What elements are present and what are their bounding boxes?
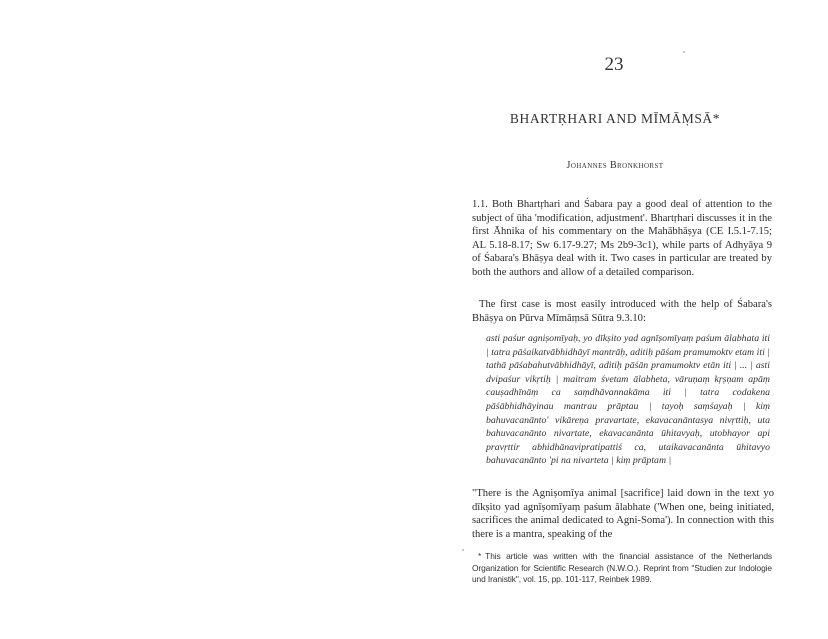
paragraph-first-case: The first case is most easily introduced with the help of Śabara's Bhāṣya on Pūrva Mīmāṃsā Sūtra 9.3.10: [472,299,772,324]
paragraph-intro: 1.1. Both Bhartṛhari and Śabara pay a good deal of attention to the subject of ūha 'modification, adjustment'. Bhartṛhari discusses it in the first Āhnika of his commentary on the Mahābhāṣya (CE I.5.1-7.15; AL 5.18-8.17; Sw 6.17-9.27; Ms 2b9-3c1), while parts of Adhyāya 9 of Śabara's Bhāṣya deal with it. Two cases in particular are treated by both the authors and allow of a detailed comparison. [472,199,772,278]
footnote-marker: * [478,551,482,561]
chapter-number: 23 [604,54,624,75]
chapter-title: BHARTṚHARI AND MĪMĀṂSĀ* [509,111,721,126]
paragraph-translation: "There is the Agniṣomīya animal [sacrifice] laid down in the text yo dīkṣito yad agnīṣomīyaṃ paśum ālabhate ('When one, being initiated, sacrifices the animal dedicated to Agni-Soma'). In connection with this there is a mantra, speaking of the [472,488,774,540]
footnote [472,551,772,586]
scan-speck [462,549,464,551]
scan-speck [683,51,685,53]
author-name: Johannes Bronkhorst [566,160,664,171]
sanskrit-quotation: asti paśur agniṣomīyaḥ, yo dīkṣito yad agnīṣomīyaṃ paśum ālabhata iti | tatra pāśaikatvābhidhāyī mantrāḥ, aditiḥ pāśam pramumoktv etam iti | tathā pāśabahutvābhidhāyī, aditiḥ pāśān pramumoktv etān iti | ... | asti dvipaśur vikṛtiḥ | maitram śvetam ālabheta, vāruṇaṃ kṛṣṇam apāṃ cauṣadhīnāṃ ca saṃdhāvannakāma iti | tatra codakena pāśābhidhāyinau mantrau prāptau | tayoḥ saṃśayaḥ | kiṃ bahuvacanānto' vikāreṇa pravartate, ekavacanāntasya nivṛttiḥ, uta bahuvacanānto nivartate, ekavacanānta ūhitavyaḥ, utobhayor api pravṛttir abhidhānavipratipattiś ca, utaikavacanānta ūhitavyo bahuvacanānto 'pi na nivarteta | kiṃ prāptam | [486,333,770,467]
footnote-text: This article was written with the financial assistance of the Netherlands Organization for Scientific Research (N.W.O.). Reprint from "Studien zur Indologie und Iranistik", vol. 15, pp. 101-117, Reinbek 1989. [472,551,772,585]
